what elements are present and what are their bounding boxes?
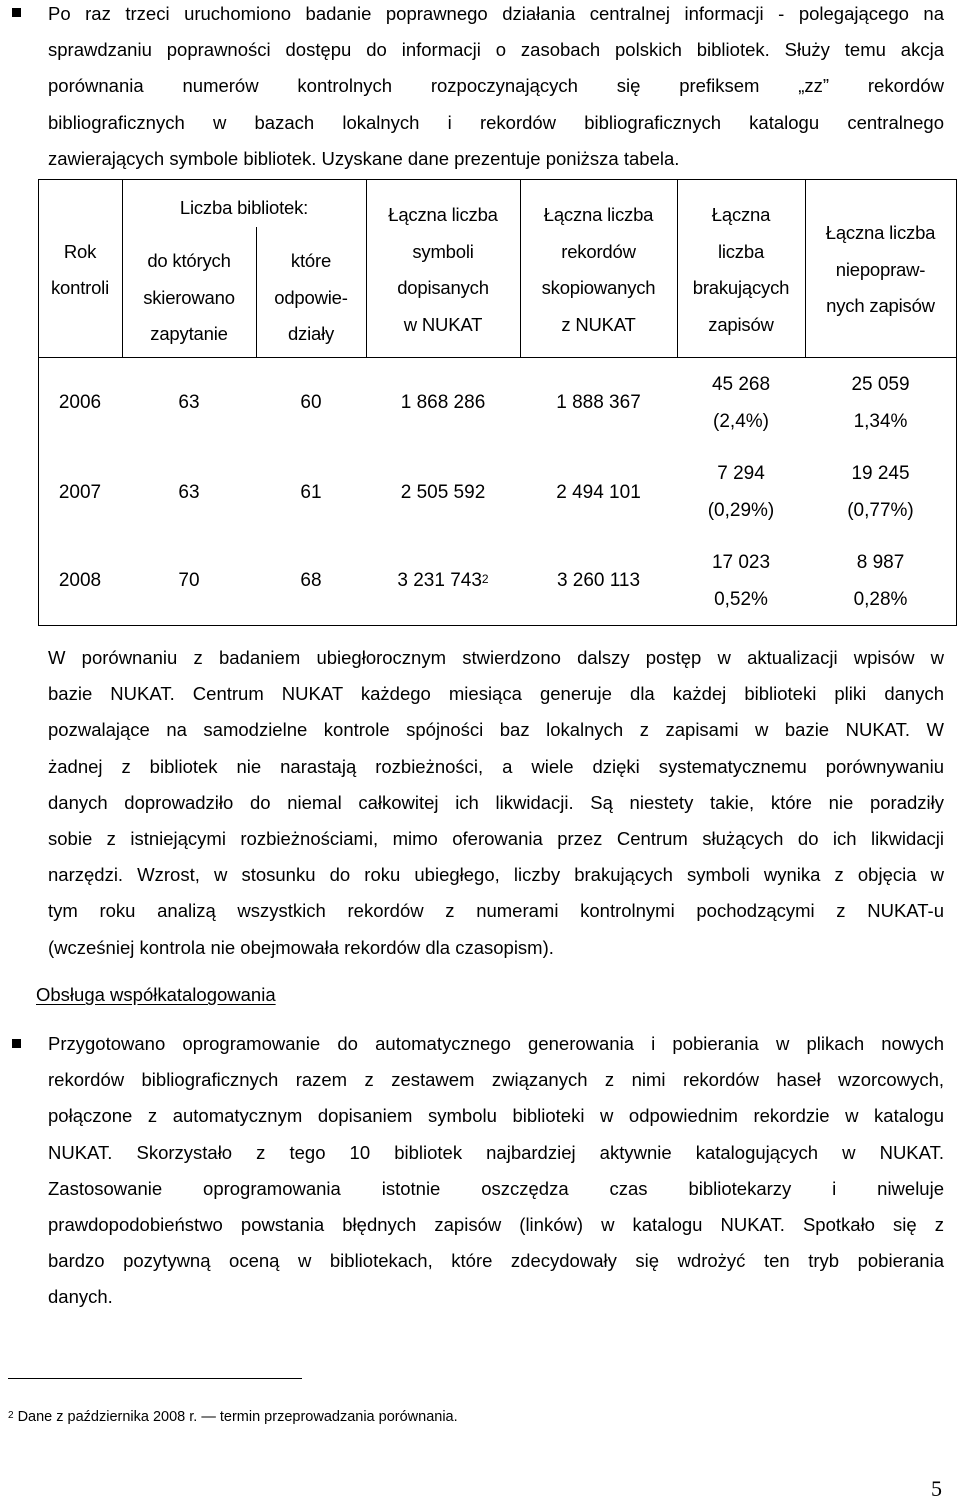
software-line-4: NUKAT. Skorzystało z tego 10 bibliotek najbardziej aktywnie katalogujących w NUKAT.: [48, 1141, 944, 1163]
software-line-1: Przygotowano oprogramowanie do automatycznego generowania i pobierania w plikach nowych: [48, 1033, 944, 1054]
cell-symbols: 1 868 286: [400, 391, 486, 413]
header-ktore-odpowiedzialy: które odpowie- działy: [274, 250, 348, 345]
cell-missing: 45 268 (2,4%): [711, 374, 771, 432]
comparison-line-1: W porównaniu z badaniem ubiegłorocznym stwierdzono dalszy postęp w aktualizacji wpisów w: [48, 647, 944, 668]
bullet-marker: [12, 1039, 21, 1048]
header-laczna-liczba-brakujacych: Łączna liczba brakujących zapisów: [692, 204, 790, 335]
cell-incorrect: 19 245 (0,77%): [847, 463, 914, 521]
header-laczna-liczba-niepoprawnych: Łączna liczba niepopraw- nych zapisów: [825, 222, 936, 317]
footnote: [8, 1408, 458, 1426]
software-line-2: rekordów bibliograficznych razem z zestawem związanych z nimi rekordów haseł wzorcowych,: [48, 1069, 944, 1091]
header-liczba-bibliotek: Liczba bibliotek:: [179, 196, 309, 218]
intro-line-5: zawierających symbole bibliotek. Uzyskane dane prezentuje poniższa tabela.: [48, 147, 680, 169]
cell-asked: 70: [178, 569, 200, 591]
cell-year: 2007: [58, 481, 102, 503]
comparison-line-4: żadnej z bibliotek nie narastają rozbieżności, a wiele dzięki systematycznemu porównywaniu: [48, 755, 944, 777]
cell-year: 2006: [58, 391, 102, 413]
footnote-text: Dane z października 2008 r. — termin przeprowadzania porównania.: [17, 1409, 458, 1425]
comparison-line-8: tym roku analizą wszystkich rekordów z numerami kontrolnymi pochodzącymi z NUKAT-u: [48, 900, 944, 922]
cell-records: 3 260 113: [556, 569, 641, 591]
software-paragraph: [48, 1026, 944, 1316]
comparison-paragraph: [48, 640, 944, 966]
intro-paragraph: [48, 0, 944, 177]
cell-asked: 63: [178, 391, 200, 413]
cell-asked: 63: [178, 481, 200, 503]
cell-missing: 17 023 0,52%: [711, 552, 771, 610]
software-line-5: Zastosowanie oprogramowania istotnie oszczędza czas bibliotekarzy i niweluje: [48, 1177, 944, 1199]
cell-incorrect: 25 059 1,34%: [851, 374, 910, 432]
software-line-3: połączone z automatycznym dopisaniem symbolu biblioteki w odpowiednim rekordzie w katalogu: [48, 1105, 944, 1127]
footnote-reference[interactable]: 2: [481, 571, 489, 586]
cell-answered: 68: [300, 569, 322, 591]
intro-line-2: sprawdzaniu poprawności dostępu do informacji o zasobach polskich bibliotek. Służy temu akcja: [48, 39, 944, 61]
comparison-line-3: pozwalające na samodzielne kontrole spójności baz lokalnych z zapisami w bazie NUKAT. W: [48, 719, 944, 741]
comparison-line-2: bazie NUKAT. Centrum NUKAT każdego miesiąca generuje dla każdej biblioteki pliki danych: [48, 683, 944, 705]
comparison-line-9: (wcześniej kontrola nie obejmowała rekordów dla czasopism).: [48, 936, 554, 958]
section-title: Obsługa współkatalogowania: [36, 984, 276, 1005]
cell-year: 2008: [58, 569, 102, 591]
software-line-6: prawdopodobieństwo powstania błędnych zapisów (linków) w katalogu NUKAT. Spotkało się z: [48, 1214, 944, 1236]
intro-line-1: Po raz trzeci uruchomiono badanie poprawnego działania centralnej informacji - polegającego na: [48, 3, 944, 24]
footnote-marker: 2: [8, 1410, 14, 1421]
cell-records: 1 888 367: [556, 391, 641, 413]
cell-symbols: 3 231 743$^2$: [397, 569, 489, 591]
cell-symbols: 2 505 592: [400, 481, 486, 503]
intro-line-4: bibliograficznych w bazach lokalnych i rekordów bibliograficznych katalogu centralnego: [48, 111, 944, 133]
footnote-separator: [8, 1378, 302, 1379]
cell-incorrect: 8 987 0,28%: [853, 552, 908, 610]
comparison-line-7: narzędzi. Wzrost, w stosunku do roku ubiegłego, liczby brakujących symboli wynika z objęcia w: [48, 864, 944, 886]
software-line-8: danych.: [48, 1286, 113, 1308]
header-laczna-liczba-rekordow: Łączna liczba rekordów skopiowanych z NUKAT: [541, 204, 656, 335]
header-rok-kontroli: Rok kontroli: [50, 240, 110, 298]
library-control-table: [38, 179, 957, 626]
cell-answered: 61: [300, 481, 322, 503]
comparison-line-6: sobie z istniejącymi rozbieżnościami, mimo oferowania przez Centrum służących do ich likwidacji: [48, 828, 944, 850]
header-laczna-liczba-symboli: Łączna liczba symboli dopisanych w NUKAT: [388, 204, 498, 335]
intro-line-3: porównania numerów kontrolnych rozpoczynających się prefiksem „zz” rekordów: [48, 75, 944, 97]
cell-answered: 60: [300, 391, 322, 413]
cell-records: 2 494 101: [556, 481, 641, 503]
comparison-line-5: danych doprowadziło do niemal całkowitej ich likwidacji. Są niestety takie, które nie poradziły: [48, 791, 944, 813]
software-line-7: bardzo pozytywną oceną w bibliotekach, które zdecydowały się wdrożyć ten tryb pobierania: [48, 1250, 944, 1272]
header-do-ktorych-skierowano: do których skierowano zapytanie: [143, 250, 235, 345]
cell-missing: 7 294 (0,29%): [707, 463, 775, 521]
page-number: 5: [931, 1476, 942, 1501]
bullet-marker: [12, 8, 21, 17]
